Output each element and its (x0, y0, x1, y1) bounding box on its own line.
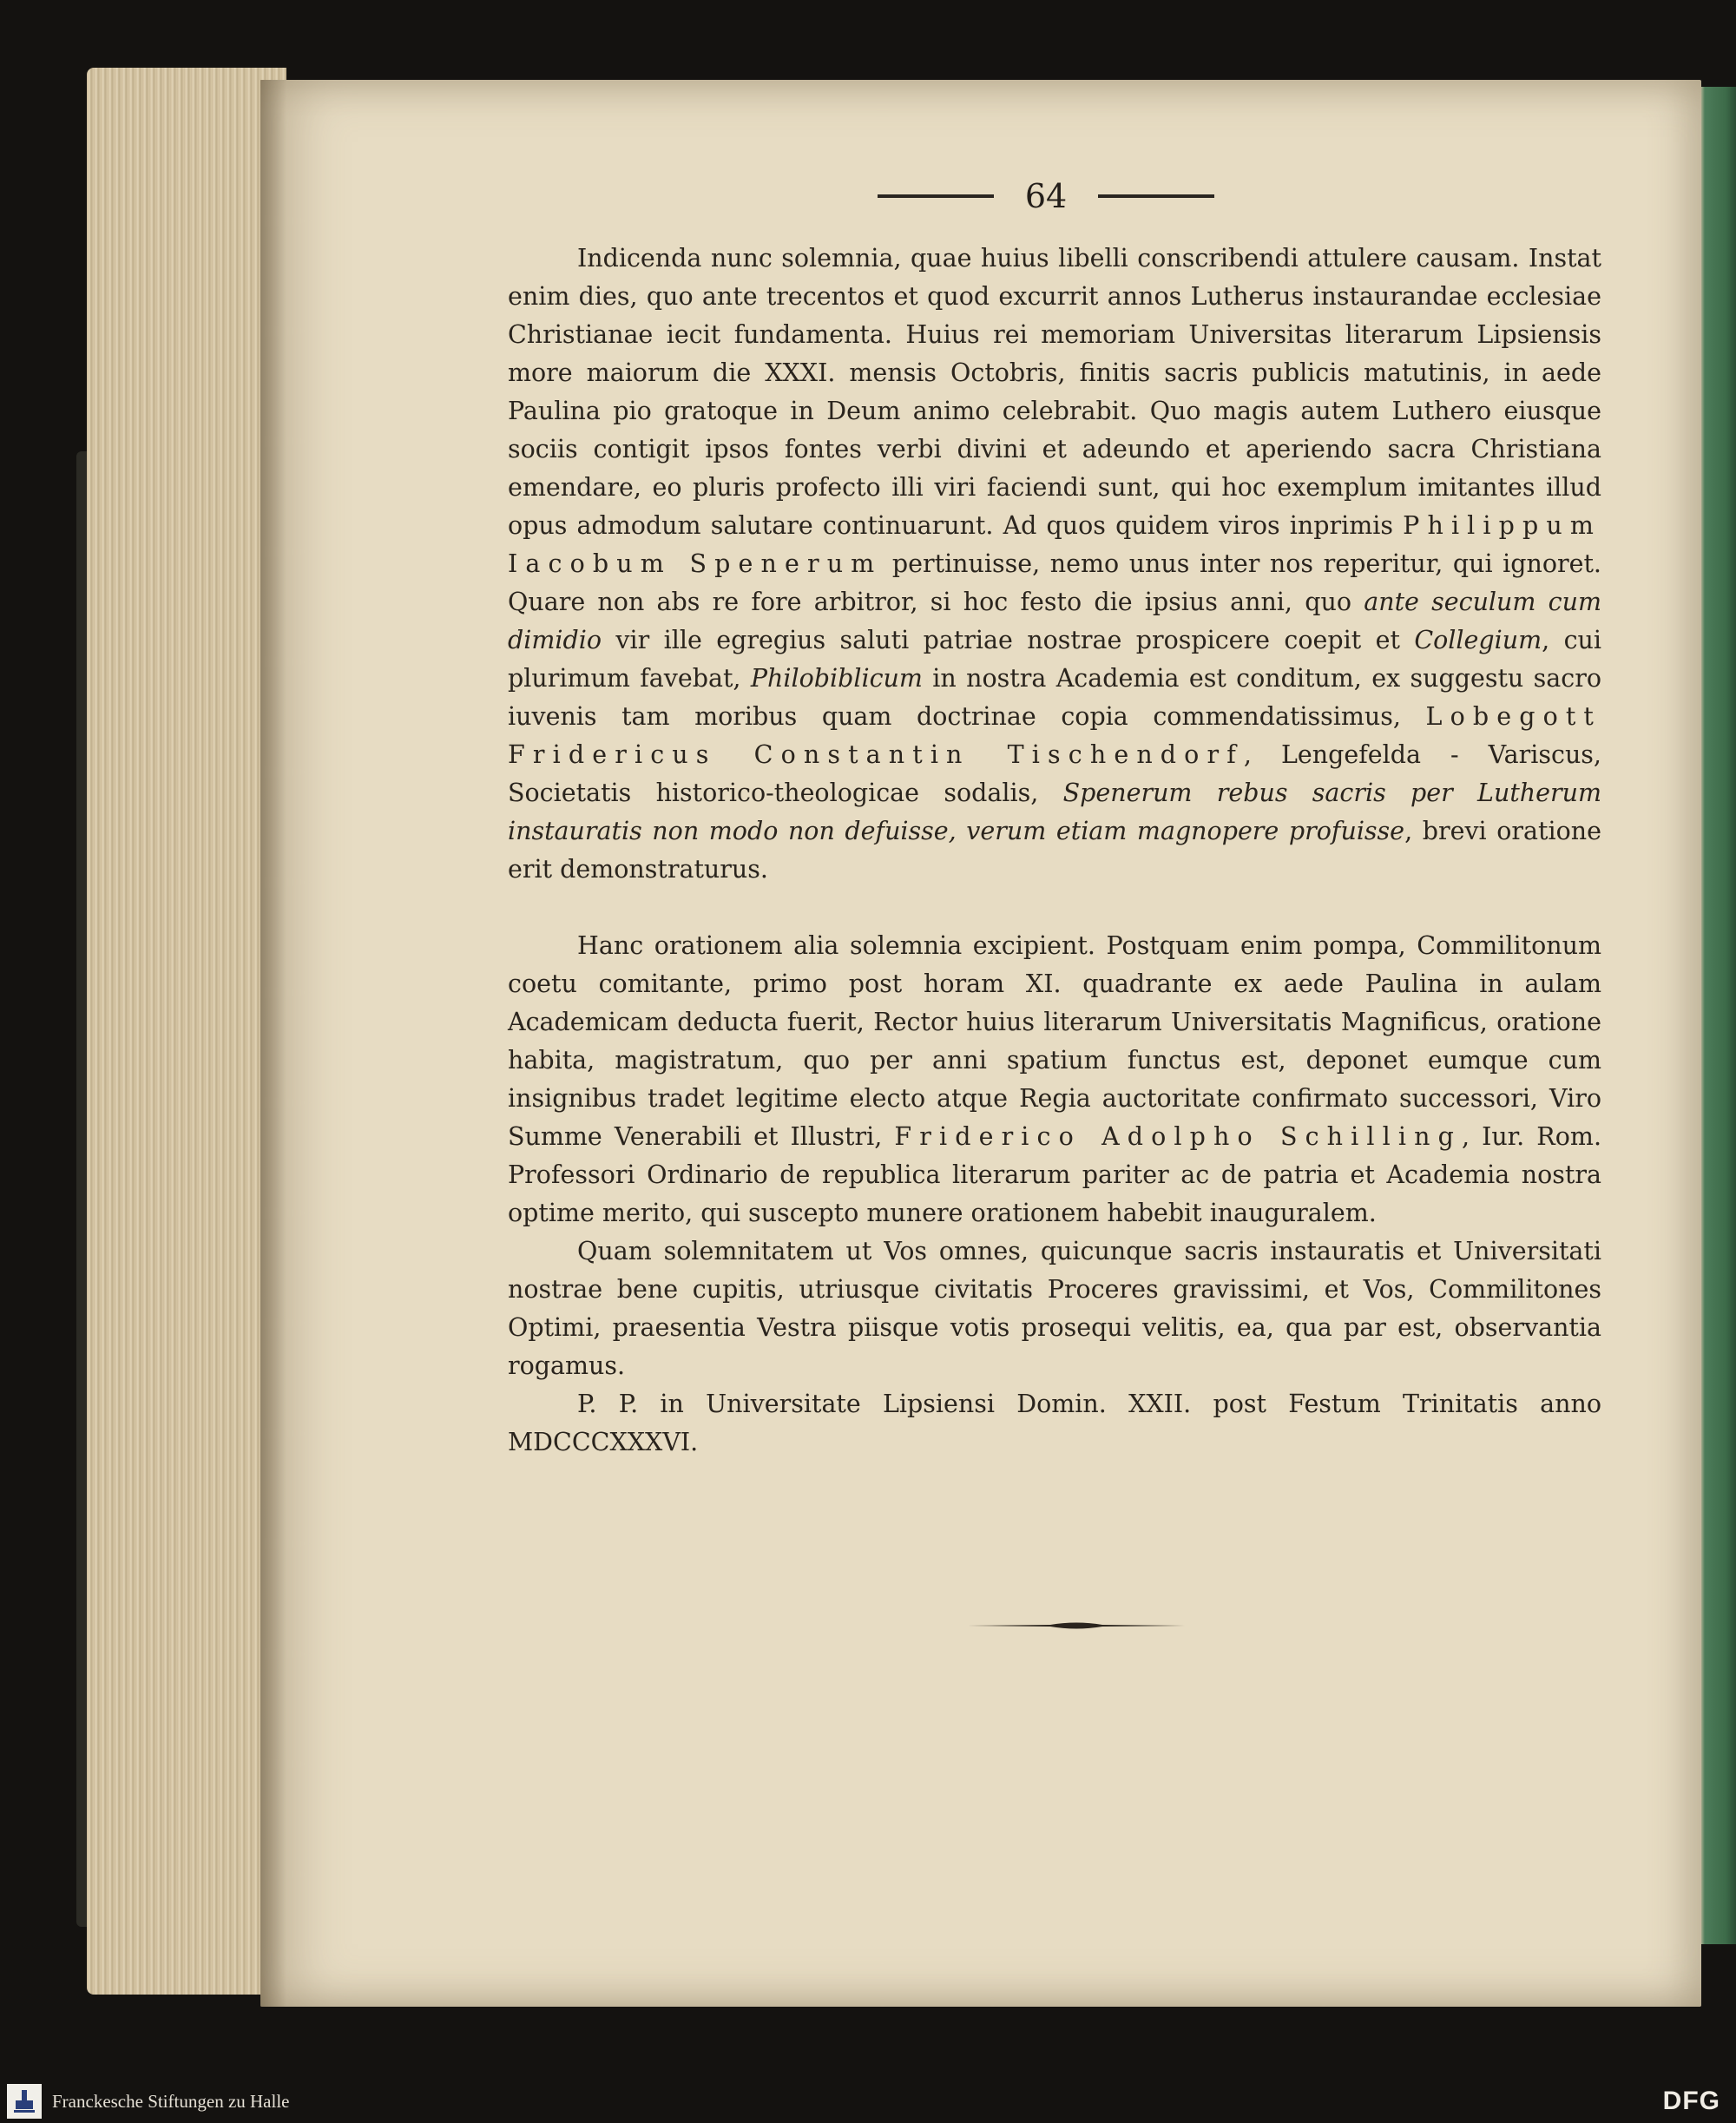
text-run: in nostra Academia est conditum, ex suggestu sacro iuvenis tam moribus quam doctrinae copia commendatissimus, (508, 664, 1601, 731)
text-run: Quam solemnitatem ut Vos omnes, quicunque sacris instauratis et Universitati nostrae bene cupitis, utriusque civitatis Proceres gravissimi, et Vos, Commilitones Optimi, praesentia Vestra piisque votis prosequi velitis, ea, qua par est, observantia rogamus. (508, 1237, 1601, 1380)
text-run: , cui plurimum favebat, (508, 626, 1601, 693)
italic-phrase: ante seculum cum dimidio (508, 588, 1601, 654)
page-number: 64 (1024, 177, 1068, 215)
footer-bar (0, 2080, 1736, 2123)
page-header (859, 170, 1233, 222)
text-run: Hanc orationem alia solemnia excipient. Postquam enim pompa, Commilitonum coetu comitante, primo post horam XI. quadrante ex aede Paulina in aulam Academicam deducta fuerit, Rector huius literarum Universitatis Magnificus, oratione habita, magistratum, quo per anni spatium functus est, deponet eumque cum insignibus tradet legitime electo atque Regia auctoritate confirmato successori, Viro Summe Venerabili et Illustri, (508, 931, 1601, 1151)
text-run: pertinuisse, nemo unus inter nos reperitur, qui ignoret. Quare non abs re fore arbitror, si hoc festo die ipsius anni, quo (508, 549, 1601, 616)
institution-logo-icon (7, 2084, 42, 2119)
text-run: , brevi oratione erit demonstraturus. (508, 817, 1601, 884)
header-rule-right (1098, 194, 1214, 198)
header-rule-left (878, 194, 994, 198)
text-run: P. P. in Universitate Lipsiensi Domin. XXII. post Festum Trinitatis anno MDCCCXXXVI. (508, 1390, 1601, 1456)
page-body-text (508, 240, 1601, 1462)
paragraph-invitation (508, 1232, 1601, 1385)
dfg-logo: DFG (1662, 2087, 1720, 2115)
text-run: , Iur. Rom. Professori Ordinario de republica literarum pariter ac de patria et Academia nostra optime merito, qui suscepto munere orationem habebit inauguralem. (508, 1122, 1601, 1227)
paragraph-date (508, 1385, 1601, 1462)
paragraph-ceremony (508, 927, 1601, 1232)
italic-phrase: Collegium (1414, 626, 1542, 654)
text-run: vir ille egregius saluti patriae nostrae prospicere coepit et (602, 626, 1415, 654)
closing-ornament (968, 1620, 1185, 1632)
text-run: Indicenda nunc solemnia, quae huius libelli conscribendi attulere causam. Instat enim dies, quo ante trecentos et quod excurrit annos Lutherus instaurandae ecclesiae Christianae iecit fundamenta. Huius rei memoriam Universitas literarum Lipsiensis more maiorum die XXXI. mensis Octobris, finitis sacris publicis matutinis, in aede Paulina pio gratoque in Deum animo celebrabit. Quo magis autem Luthero eiusque sociis contigit ipsos fontes verbi divini et adeundo et aperiendo sacra Christiana emendare, eo pluris profecto illi viri faciendi sunt, qui hoc exemplum imitantes illud opus admodum salutare continuarunt. Ad quos quidem viros inprimis (508, 244, 1601, 540)
text-run: , Lengefelda - Variscus, Societatis historico-theologicae sodalis, (508, 740, 1601, 807)
spaced-name: Lobegott Fridericus Constantin Tischendorf (508, 702, 1601, 769)
footer-institution-name: Franckesche Stiftungen zu Halle (52, 2090, 290, 2112)
page-gutter-shadow (260, 80, 286, 2007)
spaced-name: Philippum Iacobum Spenerum (508, 511, 1601, 578)
book-page-edges (87, 68, 286, 1995)
italic-phrase: Philobiblicum (750, 664, 923, 693)
spaced-name: Friderico Adolpho Schilling (894, 1122, 1462, 1151)
italic-phrase: Spenerum rebus sacris per Lutherum instauratis non modo non defuisse, verum etiam magnopere profuisse (508, 779, 1602, 845)
paragraph-announcement (508, 240, 1601, 889)
